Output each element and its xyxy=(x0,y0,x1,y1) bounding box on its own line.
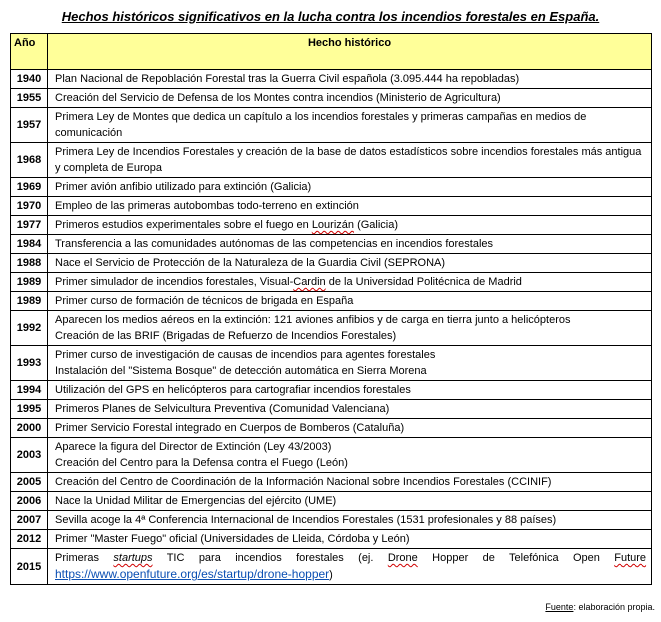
year-cell: 1970 xyxy=(11,197,48,216)
fact-cell xyxy=(48,254,652,273)
year-cell: 2000 xyxy=(11,419,48,438)
year-cell: 1989 xyxy=(11,273,48,292)
source-label: Fuente xyxy=(545,602,574,612)
year-cell: 1988 xyxy=(11,254,48,273)
fact-line: Aparece la figura del Director de Extinción (Ley 43/2003) xyxy=(55,441,332,453)
fact-cell xyxy=(48,178,652,197)
fact-line: Primera Ley de Montes que dedica un capítulo a los incendios forestales y primeras campañas en medios de comunicación xyxy=(55,111,587,139)
fact-cell xyxy=(48,419,652,438)
fact-cell xyxy=(48,346,652,381)
table-row xyxy=(11,473,652,492)
table-row xyxy=(11,311,652,346)
table-row xyxy=(11,381,652,400)
fact-line: Creación de las BRIF (Brigadas de Refuerzo de Incendios Forestales) xyxy=(55,330,397,342)
fact-line: Empleo de las primeras autobombas todo-terreno en extinción xyxy=(55,200,359,212)
fact-line: Creación del Centro para la Defensa contra el Fuego (León) xyxy=(55,457,348,469)
table-row xyxy=(11,235,652,254)
fact-cell xyxy=(48,273,652,292)
fact-cell xyxy=(48,70,652,89)
fact-cell xyxy=(48,143,652,178)
fact-line: Sevilla acoge la 4ª Conferencia Internacional de Incendios Forestales (1531 profesionales y 88 países) xyxy=(55,514,557,526)
table-row xyxy=(11,438,652,473)
fact-line: Primer curso de investigación de causas de incendios para agentes forestales xyxy=(55,349,436,361)
fact-line: Aparecen los medios aéreos en la extinción: 121 aviones anfibios y de carga en tierra junto a helicópteros xyxy=(55,314,571,326)
fact-cell xyxy=(48,473,652,492)
year-cell: 1993 xyxy=(11,346,48,381)
year-cell: 1969 xyxy=(11,178,48,197)
table-row xyxy=(11,70,652,89)
year-cell: 1994 xyxy=(11,381,48,400)
year-cell: 1968 xyxy=(11,143,48,178)
year-cell: 2015 xyxy=(11,549,48,585)
table-row xyxy=(11,292,652,311)
fact-cell xyxy=(48,292,652,311)
year-cell: 1989 xyxy=(11,292,48,311)
year-cell: 1940 xyxy=(11,70,48,89)
table-title: Hechos históricos significativos en la lucha contra los incendios forestales en España. xyxy=(61,9,600,24)
fact-cell xyxy=(48,530,652,549)
fact-line: Plan Nacional de Repoblación Forestal tras la Guerra Civil española (3.095.444 ha repobladas) xyxy=(55,73,520,85)
year-cell: 1955 xyxy=(11,89,48,108)
table-row xyxy=(11,549,652,585)
year-cell: 2007 xyxy=(11,511,48,530)
source-note xyxy=(545,602,655,612)
header-fact: Hecho histórico xyxy=(48,34,652,70)
table-row xyxy=(11,143,652,178)
table-row xyxy=(11,346,652,381)
table-row xyxy=(11,89,652,108)
fact-line: Nace la Unidad Militar de Emergencias del ejército (UME) xyxy=(55,495,337,507)
source-text: : elaboración propia. xyxy=(573,602,655,612)
fact-cell xyxy=(48,511,652,530)
table-row xyxy=(11,419,652,438)
fact-cell xyxy=(48,216,652,235)
table-row xyxy=(11,108,652,143)
fact-line: Primer simulador de incendios forestales, Visual-Cardin de la Universidad Politécnica de Madrid xyxy=(55,276,522,288)
year-cell: 2005 xyxy=(11,473,48,492)
fact-cell xyxy=(48,108,652,143)
table-row xyxy=(11,216,652,235)
year-cell: 1992 xyxy=(11,311,48,346)
fact-line: Primera Ley de Incendios Forestales y creación de la base de datos estadísticos sobre incendios forestales más antigua y completa de Europa xyxy=(55,146,642,174)
table-row xyxy=(11,511,652,530)
fact-cell xyxy=(48,311,652,346)
year-cell: 1995 xyxy=(11,400,48,419)
fact-cell xyxy=(48,197,652,216)
table-row xyxy=(11,273,652,292)
fact-line: Primer curso de formación de técnicos de brigada en España xyxy=(55,295,354,307)
header-year: Año xyxy=(11,34,48,70)
table-row xyxy=(11,178,652,197)
fact-line: Utilización del GPS en helicópteros para cartografiar incendios forestales xyxy=(55,384,411,396)
fact-cell xyxy=(48,89,652,108)
fact-cell xyxy=(48,400,652,419)
fact-cell xyxy=(48,438,652,473)
year-cell: 2006 xyxy=(11,492,48,511)
table-row xyxy=(11,197,652,216)
fact-line: Transferencia a las comunidades autónomas de las competencias en incendios forestales xyxy=(55,238,494,250)
fact-line: Primer "Master Fuego" oficial (Universidades de Lleida, Córdoba y León) xyxy=(55,533,410,545)
year-cell: 1977 xyxy=(11,216,48,235)
year-cell: 2003 xyxy=(11,438,48,473)
fact-line: Primer Servicio Forestal integrado en Cuerpos de Bomberos (Cataluña) xyxy=(55,422,405,434)
fact-cell xyxy=(48,235,652,254)
fact-line: Primeras startups TIC para incendios forestales (ej. Drone Hopper de Telefónica Open Future xyxy=(55,552,647,564)
fact-cell xyxy=(48,381,652,400)
history-table xyxy=(10,33,652,585)
fact-cell: Primeras startups TIC para incendios forestales (ej. Drone Hopper de Telefónica Open Future https://www.openfuture.org/es/startup/drone-hopper) xyxy=(48,549,652,585)
year-cell: 1984 xyxy=(11,235,48,254)
fact-line: Creación del Centro de Coordinación de la Información Nacional sobre Incendios Forestales (CCINIF) xyxy=(55,476,552,488)
table-header-row xyxy=(11,34,652,70)
fact-line: Primeros Planes de Selvicultura Preventiva (Comunidad Valenciana) xyxy=(55,403,390,415)
drone-hopper-link[interactable]: https://www.openfuture.org/es/startup/drone-hopper xyxy=(55,567,330,581)
fact-line: Nace el Servicio de Protección de la Naturaleza de la Guardia Civil (SEPRONA) xyxy=(55,257,446,269)
year-cell: 2012 xyxy=(11,530,48,549)
fact-line: Primeros estudios experimentales sobre el fuego en Lourizán (Galicia) xyxy=(55,219,399,231)
year-cell: 1957 xyxy=(11,108,48,143)
table-row xyxy=(11,530,652,549)
fact-line: Instalación del "Sistema Bosque" de detección automática en Sierra Morena xyxy=(55,365,427,377)
table-row xyxy=(11,492,652,511)
fact-line: Creación del Servicio de Defensa de los Montes contra incendios (Ministerio de Agricultura) xyxy=(55,92,501,104)
table-row xyxy=(11,400,652,419)
fact-cell xyxy=(48,492,652,511)
table-row xyxy=(11,254,652,273)
fact-line: Primer avión anfibio utilizado para extinción (Galicia) xyxy=(55,181,312,193)
